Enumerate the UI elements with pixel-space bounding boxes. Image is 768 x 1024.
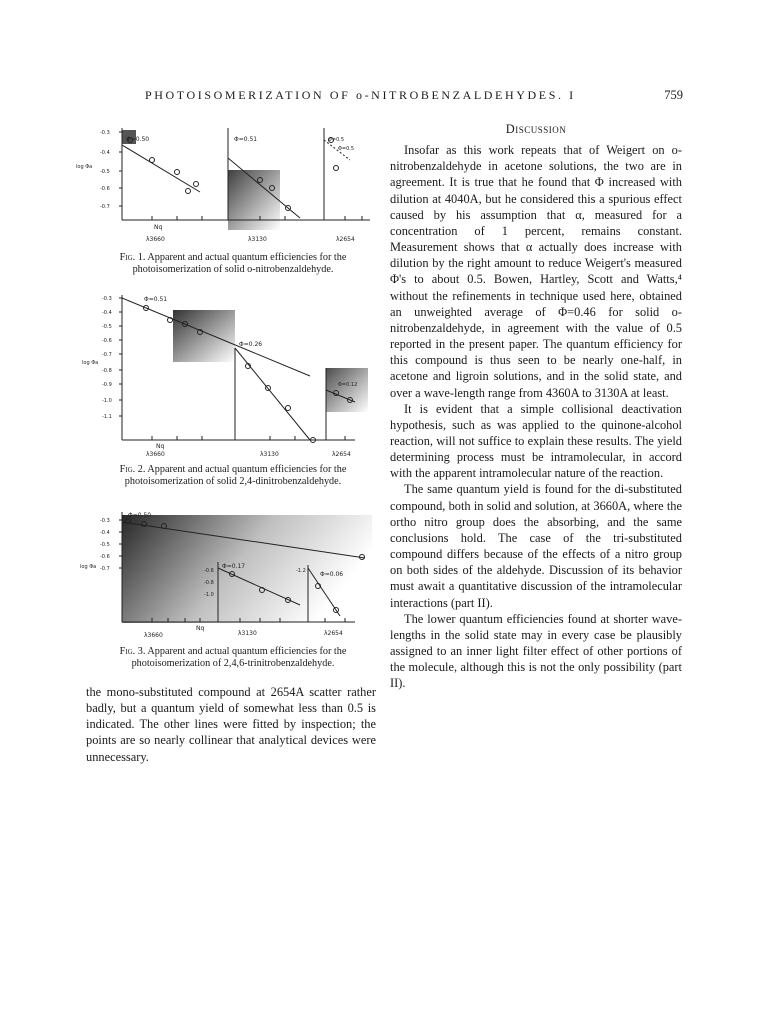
phi-label: Φ=0.06 — [320, 571, 344, 578]
discussion-section — [390, 121, 682, 691]
y-axis-label: log Φa — [82, 360, 99, 366]
phi-label: Φ=0.5 — [338, 146, 355, 152]
panel-label: λ2654 — [332, 451, 351, 458]
scan-shading — [122, 515, 372, 623]
y-tick-label: -0.6 — [100, 554, 110, 560]
body-paragraph: It is evident that a simple collisional deactivation hypothesis, such as was applied to the quinone-alcohol reaction, will not suffice to explain these results. The yield determining process must be intramolecular, in accord with the apparent intramolecular nature of the reaction. — [390, 401, 682, 481]
phi-label: Φ=0.51 — [234, 136, 258, 143]
phi-label: Φ=0.12 — [338, 382, 358, 388]
scan-shading — [173, 310, 235, 362]
phi-label: Φ=0.50 — [126, 136, 150, 143]
y-tick-label: -0.7 — [102, 352, 112, 358]
scan-shading — [228, 170, 280, 230]
panel-label: λ3130 — [238, 630, 257, 637]
panel-label: λ3660 — [146, 451, 165, 458]
y-tick-label: -0.4 — [100, 530, 110, 536]
figure-1-plot — [76, 120, 390, 250]
page-number: 759 — [664, 88, 683, 102]
phi-label: Φ=0.51 — [144, 296, 168, 303]
scan-shading — [326, 368, 368, 412]
phi-label: Φ=0.5 — [328, 137, 345, 143]
caption-lead: Fig. 3. — [119, 646, 146, 657]
y-tick-label: -0.3 — [100, 518, 110, 524]
section-heading: Discussion — [505, 122, 567, 136]
phi-label: Φ=0.50 — [128, 512, 152, 519]
y-tick-label: -0.6 — [100, 186, 110, 192]
y-tick-label: -0.5 — [100, 542, 110, 548]
figure-3-plot — [80, 510, 390, 645]
y-tick-label: -0.3 — [102, 296, 112, 302]
y-axis-label: log Φa — [76, 164, 93, 170]
panel-label: λ3130 — [260, 451, 279, 458]
figure-1 — [76, 120, 390, 250]
body-paragraph: The same quantum yield is found for the di-substituted compound, both in solid and solution, at 3660A, where the ortho nitro group does the absorbing, and the same conclusions hold. The case of the tri-substituted compound differs because of the effects of a nitro group on both sides of the aldehyde. Discussion of its behavior must await a quantitative discussion of the intramolecular interactions (part II). — [390, 482, 682, 610]
caption-lead: Fig. 2. — [119, 464, 146, 475]
y-tick-label: -0.3 — [100, 130, 110, 136]
y-tick-label: -0.6 — [204, 568, 214, 574]
phi-label: Φ=0.26 — [239, 341, 263, 348]
x-axis-label: Nq — [156, 443, 165, 450]
y-tick-label: -0.6 — [102, 338, 112, 344]
figure-1-caption — [84, 252, 382, 275]
y-tick-label: -1.0 — [204, 592, 214, 598]
y-tick-label: -1.0 — [102, 398, 112, 404]
y-tick-label: -0.8 — [204, 580, 214, 586]
y-tick-label: -1.2 — [296, 568, 306, 574]
running-header — [145, 88, 683, 106]
y-axis-label: log Φa — [80, 564, 97, 570]
x-axis-label: Nq — [154, 224, 163, 231]
y-tick-label: -0.7 — [100, 204, 110, 210]
y-tick-label: -0.7 — [100, 566, 110, 572]
figure-2-plot — [82, 290, 390, 460]
body-paragraph: the mono-substituted compound at 2654A scatter rather badly, but a quantum yield of somewhat less than 0.5 is indicated. The other lines were fitted by inspection; the points are so nearly collinear that analytical devices were unnecessary. — [86, 685, 376, 764]
y-tick-label: -0.5 — [102, 324, 112, 330]
y-tick-label: -0.4 — [100, 150, 110, 156]
y-tick-label: -0.5 — [100, 169, 110, 175]
panel-label: λ2654 — [336, 236, 355, 243]
panel-label: λ2654 — [324, 630, 343, 637]
phi-label: Φ=0.17 — [222, 563, 246, 570]
y-tick-label: -0.4 — [102, 310, 112, 316]
y-tick-label: -1.1 — [102, 414, 112, 420]
panel-label: λ3660 — [144, 632, 163, 639]
panel-label: λ3130 — [248, 236, 267, 243]
caption-text: Apparent and actual quantum efficiencies for the photoisomerization of 2,4,6-trinitrobenzaldehyde. — [131, 646, 347, 669]
left-column-text — [86, 684, 376, 765]
y-tick-label: -0.9 — [102, 382, 112, 388]
panel-label: λ3660 — [146, 236, 165, 243]
body-paragraph: The lower quantum efficiencies found at shorter wave-lengths in the solid state may in every case be plausibly assigned to an inner light filter effect of other portions of the molecule, although this is not the only possibility (part II). — [390, 611, 682, 691]
caption-text: Apparent and actual quantum efficiencies for the photoisomerization of solid o-nitrobenzaldehyde. — [132, 252, 347, 275]
x-axis-label: Nq — [196, 625, 205, 632]
y-tick-label: -0.8 — [102, 368, 112, 374]
figure-3-caption — [84, 646, 382, 669]
body-paragraph: Insofar as this work repeats that of Weigert on o-nitrobenzaldehyde in acetone solutions, the two are in agreement. It is true that he found that Φ increased with dilution at 4040A, but he considered this a spurious effect caused by his assumption that α, measured for a concentration of 1 percent, remains constant. Measurement shows that α actually does increase with dilution by the right amount to reduce Weigert's measured Φ's to about 0.5. Bowen, Hartley, Scott and Watts,⁴ without the refinements in technique used here, obtained an unweighted average of Φ=0.46 for solid o-nitrobenzaldehyde, in agreement with the value of 0.5 reported in the present paper. The quantum efficiency for this compound is thus seen to be nearly one-half, in acetone and ligroin solutions, and in the solid state, and over a wave-length range from 4360A to 3130A at least. — [390, 143, 682, 400]
caption-lead: Fig. 1. — [119, 252, 146, 263]
figure-2-caption — [84, 464, 382, 487]
figure-3 — [80, 510, 390, 645]
caption-text: Apparent and actual quantum efficiencies for the photoisomerization of solid 2,4-dinitrobenzaldehyde. — [124, 464, 347, 487]
running-title: PHOTOISOMERIZATION OF o-NITROBENZALDEHYDES. I — [145, 88, 576, 102]
figure-2 — [82, 290, 390, 460]
